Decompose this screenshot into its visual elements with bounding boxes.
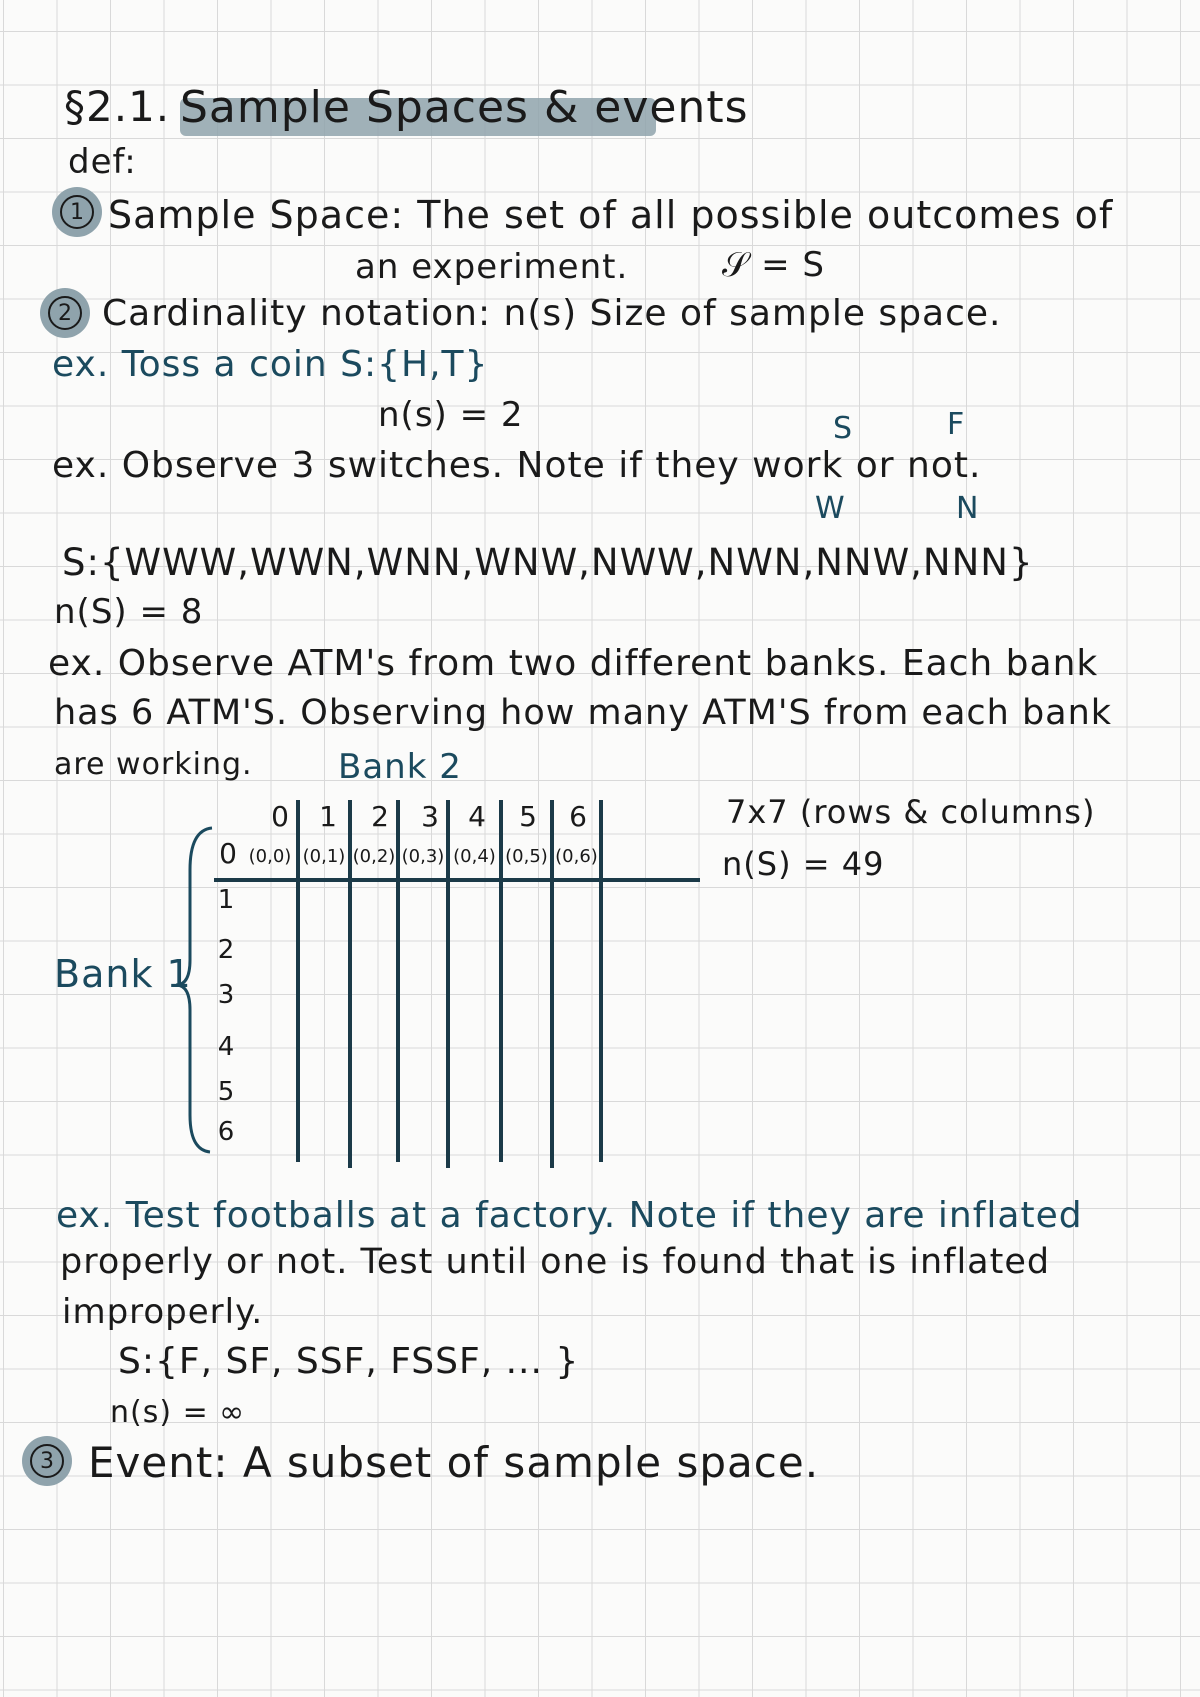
ex1-line1: ex. Toss a coin S:{H,T} bbox=[52, 344, 489, 385]
col-label-3: 3 bbox=[421, 800, 439, 833]
ex4-count: n(s) = ∞ bbox=[110, 1395, 246, 1430]
row-label-4: 4 bbox=[217, 1032, 235, 1062]
ex2-line1: ex. Observe 3 switches. Note if they work or not. bbox=[52, 445, 982, 486]
def-event: Event: A subset of sample space. bbox=[88, 1438, 820, 1487]
bank2-label: Bank 2 bbox=[338, 747, 462, 787]
ex3-line2: has 6 ATM'S. Observing how many ATM'S from each bank bbox=[54, 693, 1113, 733]
cell-(0,4): (0,4) bbox=[453, 846, 496, 867]
ex3-line1: ex. Observe ATM's from two different banks. Each bank bbox=[48, 643, 1099, 684]
ex2-set: S:{WWW,WWN,WNN,WNW,NWW,NWN,NNW,NNN} bbox=[62, 541, 1034, 584]
ex2-below-work: W bbox=[815, 491, 845, 526]
ex4-set: S:{F, SF, SSF, FSSF, ... } bbox=[118, 1341, 580, 1382]
ex4-line1: ex. Test footballs at a factory. Note if they are inflated bbox=[56, 1195, 1083, 1236]
badge-3: 3 bbox=[22, 1436, 72, 1486]
cell-(0,6): (0,6) bbox=[555, 846, 598, 867]
row-label-2: 2 bbox=[217, 935, 235, 965]
section-number: §2.1. bbox=[64, 82, 171, 131]
row-label-1: 1 bbox=[217, 885, 235, 915]
col-label-4: 4 bbox=[468, 800, 486, 833]
ex2-above-not: F bbox=[947, 407, 965, 442]
ex3-line3: are working. bbox=[54, 747, 253, 782]
sample-space-symbol: 𝒮 = S bbox=[722, 245, 826, 285]
def-cardinality: Cardinality notation: n(s) Size of sample space. bbox=[102, 293, 1002, 334]
badge-2: 2 bbox=[40, 288, 90, 338]
col-label-5: 5 bbox=[519, 800, 537, 833]
ex2-above-work: S bbox=[833, 411, 853, 446]
section-title: Sample Spaces & events bbox=[180, 82, 749, 133]
cell-(0,3): (0,3) bbox=[401, 846, 445, 867]
def-sample-space-line1: Sample Space: The set of all possible outcomes of bbox=[108, 193, 1114, 237]
row-label-0: 0 bbox=[219, 837, 237, 870]
cell-(0,2): (0,2) bbox=[352, 846, 396, 867]
col-label-2: 2 bbox=[371, 800, 389, 833]
bank1-brace bbox=[176, 828, 212, 1152]
cell-(0,1): (0,1) bbox=[302, 846, 346, 867]
row-label-3: 3 bbox=[217, 980, 235, 1010]
col-label-0: 0 bbox=[271, 800, 289, 833]
cell-(0,5): (0,5) bbox=[505, 846, 548, 867]
ex1-count: n(s) = 2 bbox=[378, 395, 524, 435]
cell-(0,0): (0,0) bbox=[248, 846, 292, 867]
row-label-5: 5 bbox=[217, 1077, 235, 1107]
col-label-1: 1 bbox=[319, 800, 337, 833]
def-label: def: bbox=[68, 142, 137, 182]
ex3-count: n(S) = 49 bbox=[722, 845, 885, 883]
bank1-label: Bank 1 bbox=[54, 952, 192, 996]
dims-note: 7x7 (rows & columns) bbox=[726, 793, 1096, 831]
ex4-line2: properly or not. Test until one is found that is inflated bbox=[60, 1242, 1051, 1282]
ex2-below-not: N bbox=[956, 491, 979, 526]
ex2-count: n(S) = 8 bbox=[54, 592, 204, 632]
badge-1: 1 bbox=[52, 187, 102, 237]
row-label-6: 6 bbox=[217, 1117, 235, 1147]
def-sample-space-line2: an experiment. bbox=[355, 247, 629, 287]
ex4-line3: improperly. bbox=[62, 1292, 264, 1332]
col-label-6: 6 bbox=[569, 800, 587, 833]
